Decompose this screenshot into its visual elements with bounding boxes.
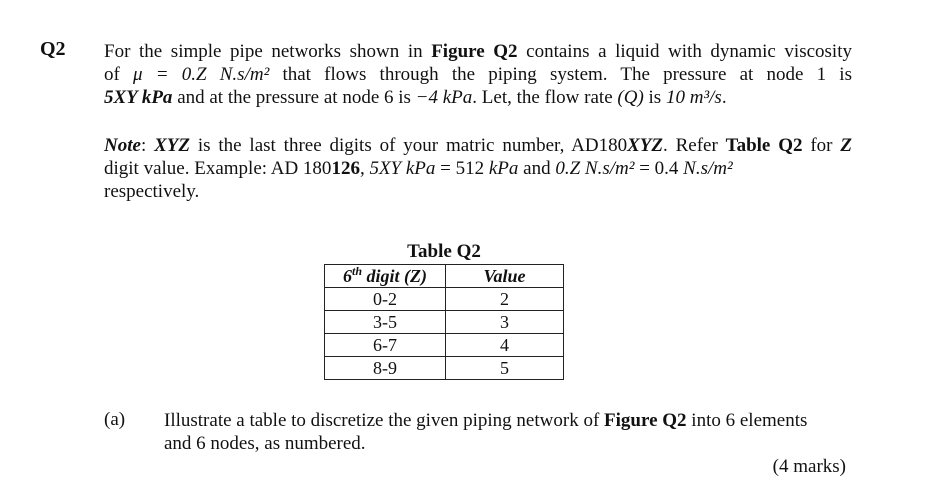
note-text: is the last three digits of your matric number, AD180 bbox=[189, 135, 628, 156]
intro-line-3 bbox=[104, 86, 852, 109]
pressure-node-1: 5XY kPa bbox=[104, 87, 173, 108]
table-reference: Table Q2 bbox=[725, 135, 803, 156]
part-a-text bbox=[164, 409, 852, 455]
value-cell: 4 bbox=[446, 334, 564, 357]
xyz-symbol: XYZ bbox=[627, 135, 663, 156]
table-title: Table Q2 bbox=[407, 241, 481, 262]
table-row bbox=[325, 288, 564, 311]
intro-text: For the simple pipe networks shown in bbox=[104, 41, 432, 62]
note-text: = bbox=[435, 158, 456, 179]
intro-text: of bbox=[104, 64, 134, 85]
table-row bbox=[325, 334, 564, 357]
intro-text: that flows through the piping system. The pressure at node 1 is bbox=[269, 64, 852, 85]
header-value: Value bbox=[446, 265, 564, 288]
digit-cell: 3-5 bbox=[325, 311, 446, 334]
example-value: 512 bbox=[455, 158, 485, 179]
note-text: , bbox=[359, 158, 370, 179]
note-label: Note bbox=[104, 135, 141, 156]
part-a-text-span: into 6 elements bbox=[686, 410, 808, 431]
table-row bbox=[325, 311, 564, 334]
note-paragraph bbox=[104, 134, 852, 203]
part-a-text-span: Illustrate a table to discretize the given piping network of bbox=[164, 410, 605, 431]
part-a-line-1 bbox=[164, 409, 852, 432]
marks-allocation: (4 marks) bbox=[772, 456, 846, 477]
xyz-symbol: XYZ bbox=[154, 135, 190, 156]
intro-text: contains a liquid with dynamic viscosity bbox=[517, 41, 852, 62]
flow-value: 10 m³/s bbox=[665, 87, 722, 108]
part-a-line-2: and 6 nodes, as numbered. bbox=[164, 433, 366, 454]
value-cell: 2 bbox=[446, 288, 564, 311]
intro-text: . bbox=[721, 87, 727, 108]
value-cell: 5 bbox=[446, 357, 564, 380]
intro-line-1 bbox=[104, 40, 852, 63]
pressure-node-6: −4 kPa bbox=[415, 87, 473, 108]
intro-line-2 bbox=[104, 63, 852, 86]
example-expression: 0.Z N.s/m² bbox=[555, 158, 635, 179]
note-text: for bbox=[802, 135, 841, 156]
intro-text: is bbox=[643, 87, 666, 108]
part-a-label: (a) bbox=[104, 409, 126, 430]
z-symbol: Z bbox=[840, 135, 852, 156]
figure-reference: Figure Q2 bbox=[431, 41, 518, 62]
question-intro bbox=[104, 40, 852, 109]
digit-cell: 6-7 bbox=[325, 334, 446, 357]
example-unit: N.s/m² bbox=[683, 158, 733, 179]
table-header-row bbox=[325, 265, 564, 288]
intro-text: . Let, the flow rate bbox=[472, 87, 618, 108]
intro-text: and at the pressure at node 6 is bbox=[172, 87, 416, 108]
example-expression: 5XY kPa bbox=[369, 158, 436, 179]
value-cell: 3 bbox=[446, 311, 564, 334]
digit-cell: 8-9 bbox=[325, 357, 446, 380]
digit-value-table bbox=[324, 264, 564, 380]
flow-symbol: (Q) bbox=[617, 87, 644, 108]
figure-reference: Figure Q2 bbox=[604, 410, 687, 431]
note-line-1 bbox=[104, 134, 852, 157]
viscosity-expression: μ = 0.Z N.s/m² bbox=[133, 64, 270, 85]
table-row bbox=[325, 357, 564, 380]
digit-cell: 0-2 bbox=[325, 288, 446, 311]
note-line-2 bbox=[104, 157, 852, 180]
note-text: = 0.4 bbox=[634, 158, 684, 179]
header-digit: 6th digit (Z) bbox=[325, 265, 446, 288]
note-line-3: respectively. bbox=[104, 181, 200, 202]
example-unit: kPa bbox=[488, 158, 519, 179]
note-text: digit value. Example: AD 180 bbox=[104, 158, 332, 179]
note-text: and bbox=[518, 158, 556, 179]
question-number: Q2 bbox=[40, 38, 66, 60]
note-text: : bbox=[140, 135, 155, 156]
note-text: . Refer bbox=[663, 135, 726, 156]
example-digits: 126 bbox=[331, 158, 360, 179]
